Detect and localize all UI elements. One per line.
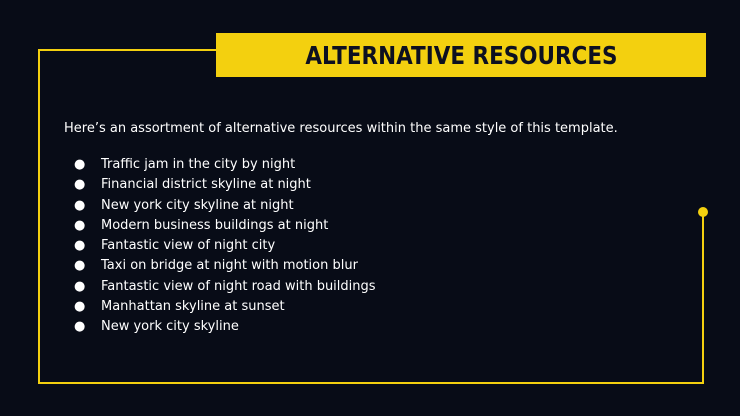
resource-label: Fantastic view of night road with buildings xyxy=(101,278,376,294)
resource-label: New york city skyline xyxy=(101,319,239,335)
frame-top-line xyxy=(38,49,217,51)
bullet-icon: ● xyxy=(74,319,86,335)
frame-dot-icon xyxy=(698,207,708,217)
intro-text: Here’s an assortment of alternative resources within the same style of this template. xyxy=(64,121,618,136)
frame-right-line xyxy=(702,211,704,384)
slide-title: ALTERNATIVE RESOURCES xyxy=(304,40,618,70)
resource-label: Financial district skyline at night xyxy=(101,177,311,193)
resource-label: New york city skyline at night xyxy=(101,197,294,213)
bullet-icon: ● xyxy=(74,197,86,213)
frame-left-line xyxy=(38,49,40,384)
bullet-icon: ● xyxy=(74,258,86,274)
resource-label: Modern business buildings at night xyxy=(101,217,329,233)
resource-label: Taxi on bridge at night with motion blur xyxy=(101,258,358,274)
bullet-icon: ● xyxy=(74,217,86,233)
bullet-icon: ● xyxy=(74,278,86,294)
resource-label: Manhattan skyline at sunset xyxy=(101,299,285,315)
title-bar xyxy=(216,33,706,77)
frame-bottom-line xyxy=(38,382,704,384)
bullet-icon: ● xyxy=(74,177,86,193)
resource-label: Traffic jam in the city by night xyxy=(101,157,296,172)
resource-label: Fantastic view of night city xyxy=(101,238,276,254)
bullet-icon: ● xyxy=(74,299,86,315)
bullet-icon: ● xyxy=(74,157,86,172)
bullet-icon: ● xyxy=(74,238,86,254)
